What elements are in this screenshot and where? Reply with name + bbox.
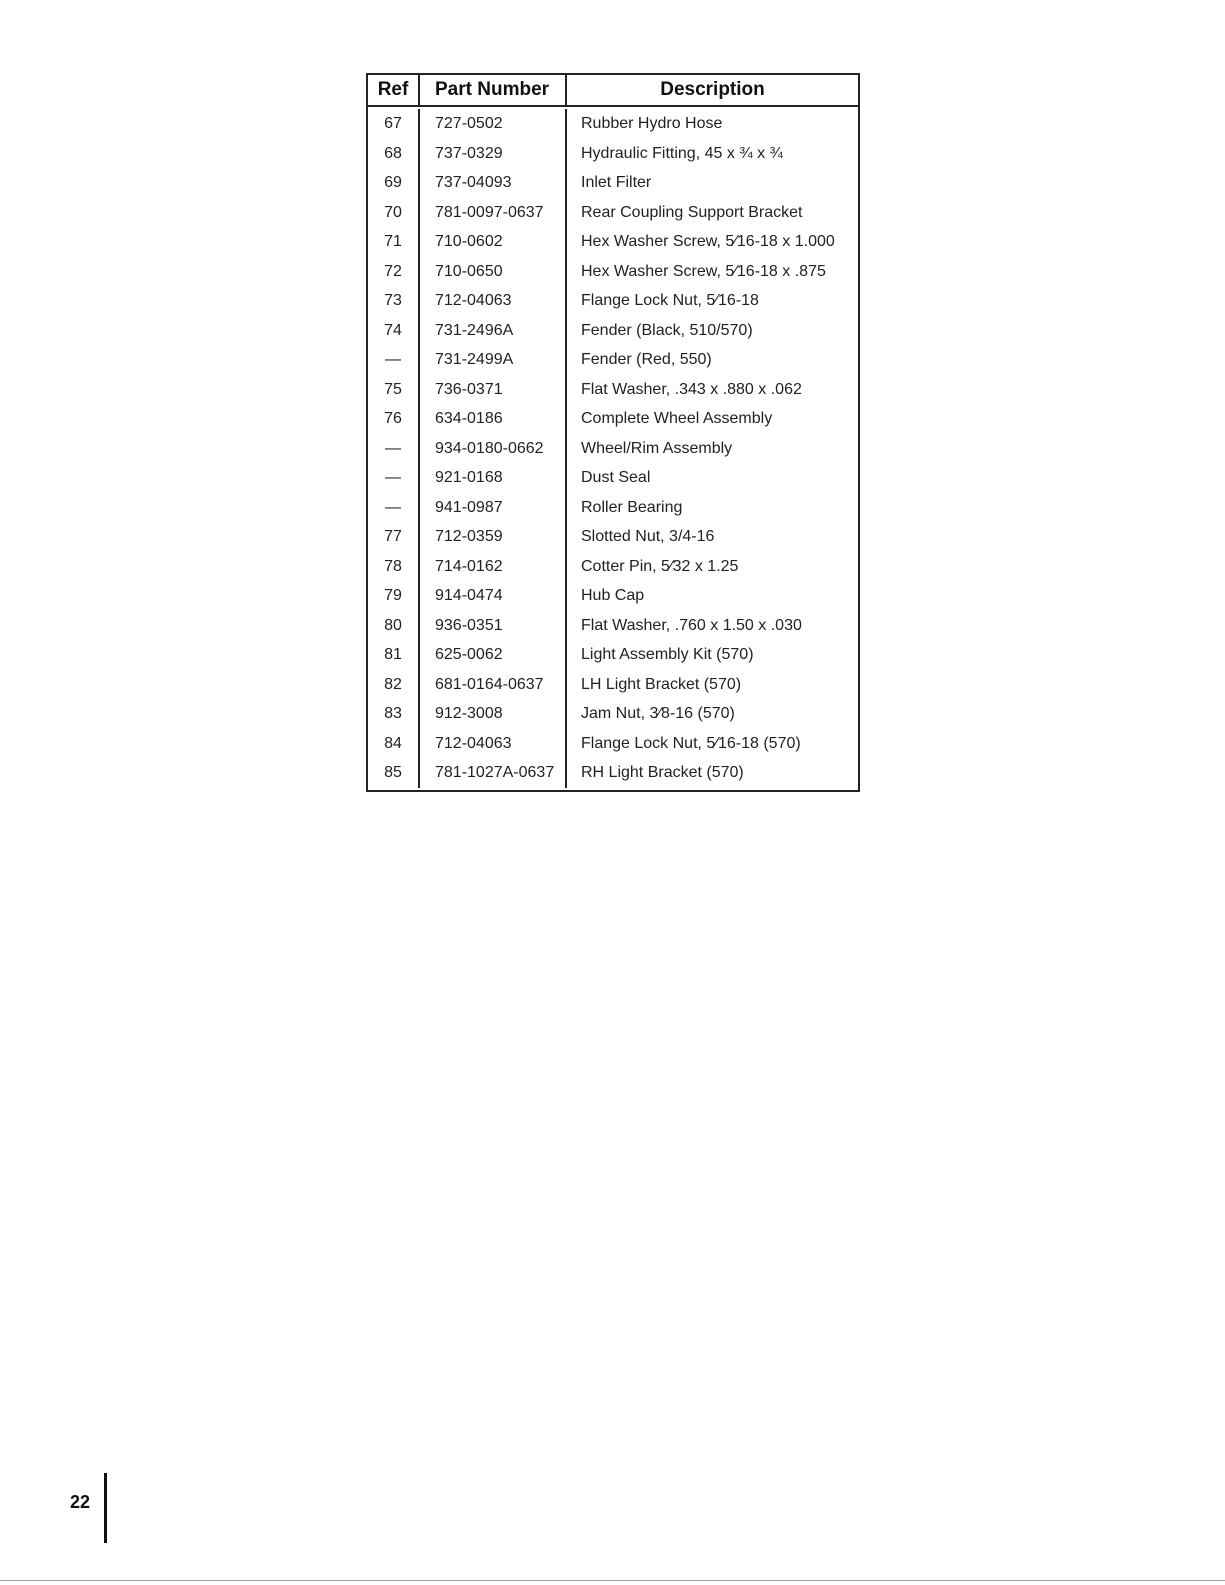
table-row — [368, 257, 858, 287]
table-row — [368, 168, 858, 198]
part-number-cell: 921-0168 — [420, 463, 567, 493]
page-bottom-rule — [0, 1580, 1225, 1581]
ref-cell: 72 — [368, 257, 420, 287]
part-number-cell: 710-0602 — [420, 227, 567, 257]
ref-cell: 75 — [368, 375, 420, 405]
part-number-cell: 634-0186 — [420, 404, 567, 434]
part-number-cell: 712-0359 — [420, 522, 567, 552]
description-cell: Hex Washer Screw, 5⁄16-18 x 1.000 — [581, 233, 835, 250]
part-number-cell: 712-04063 — [420, 286, 567, 316]
description-cell: Slotted Nut, 3/4-16 — [581, 528, 715, 545]
ref-cell: 74 — [368, 316, 420, 346]
table-row — [368, 198, 858, 228]
part-number-cell: 914-0474 — [420, 581, 567, 611]
part-number-cell: 737-04093 — [420, 168, 567, 198]
ref-cell: — — [368, 345, 420, 375]
part-number-cell: 710-0650 — [420, 257, 567, 287]
description-cell: Roller Bearing — [581, 498, 683, 516]
ref-cell: 79 — [368, 581, 420, 611]
part-number-cell: 731-2499A — [420, 345, 567, 375]
table-row — [368, 345, 858, 375]
table-body — [368, 107, 858, 790]
part-number-cell: 941-0987 — [420, 493, 567, 523]
table-row — [368, 640, 858, 670]
table-row — [368, 522, 858, 552]
description-cell: Flat Washer, .343 x .880 x .062 — [581, 380, 802, 398]
description-cell: Hex Washer Screw, 5⁄16-18 x .875 — [581, 262, 826, 280]
ref-cell: — — [368, 463, 420, 493]
ref-cell: 85 — [368, 758, 420, 788]
table-row — [368, 581, 858, 611]
table-row — [368, 434, 858, 464]
page-number: 22 — [70, 1492, 91, 1512]
ref-cell: 68 — [368, 139, 420, 169]
ref-cell: — — [368, 434, 420, 464]
table-row — [368, 109, 858, 139]
table-row — [368, 375, 858, 405]
description-cell: Flange Lock Nut, 5⁄16-18 (570) — [581, 734, 801, 752]
description-cell: Rubber Hydro Hose — [581, 115, 723, 132]
description-cell: Dust Seal — [581, 469, 651, 486]
ref-cell: 82 — [368, 670, 420, 700]
ref-cell: 70 — [368, 198, 420, 228]
part-number-cell: 936-0351 — [420, 611, 567, 641]
description-cell: Fender (Red, 550) — [581, 351, 712, 368]
table-row — [368, 227, 858, 257]
ref-cell: 80 — [368, 611, 420, 641]
ref-cell: 77 — [368, 522, 420, 552]
description-cell: Rear Coupling Support Bracket — [581, 203, 803, 221]
description-cell: Wheel/Rim Assembly — [581, 439, 733, 457]
description-cell: Complete Wheel Assembly — [581, 410, 773, 427]
description-cell: Flange Lock Nut, 5⁄16-18 — [581, 292, 759, 309]
table-row — [368, 139, 858, 169]
table-row — [368, 552, 858, 582]
table-row — [368, 670, 858, 700]
part-number-cell: 712-04063 — [420, 729, 567, 759]
ref-cell: 76 — [368, 404, 420, 434]
part-number-cell: 731-2496A — [420, 316, 567, 346]
part-number-cell: 727-0502 — [420, 109, 567, 139]
ref-cell: 84 — [368, 729, 420, 759]
part-number-cell: 781-1027A-0637 — [420, 758, 567, 788]
part-number-cell: 714-0162 — [420, 552, 567, 582]
part-number-cell: 934-0180-0662 — [420, 434, 567, 464]
header-ref: Ref — [368, 75, 420, 105]
table-row — [368, 463, 858, 493]
ref-cell: 73 — [368, 286, 420, 316]
part-number-cell: 737-0329 — [420, 139, 567, 169]
part-number-cell: 625-0062 — [420, 640, 567, 670]
table-row — [368, 758, 858, 788]
header-description: Description — [660, 79, 765, 100]
parts-table — [366, 73, 860, 792]
table-row — [368, 611, 858, 641]
part-number-cell: 781-0097-0637 — [420, 198, 567, 228]
description-cell: Flat Washer, .760 x 1.50 x .030 — [581, 616, 802, 634]
ref-cell: 69 — [368, 168, 420, 198]
ref-cell: 71 — [368, 227, 420, 257]
part-number-cell: 681-0164-0637 — [420, 670, 567, 700]
description-cell: RH Light Bracket (570) — [581, 764, 744, 781]
description-cell: LH Light Bracket (570) — [581, 675, 742, 693]
ref-cell: 81 — [368, 640, 420, 670]
table-row — [368, 316, 858, 346]
part-number-cell: 736-0371 — [420, 375, 567, 405]
table-row — [368, 493, 858, 523]
description-cell: Hydraulic Fitting, 45 x ¾ x ¾ — [581, 144, 783, 162]
description-cell: Jam Nut, 3⁄8-16 (570) — [581, 705, 735, 722]
table-row — [368, 404, 858, 434]
description-cell: Inlet Filter — [581, 174, 652, 191]
page-number-divider — [104, 1473, 107, 1543]
description-cell: Cotter Pin, 5⁄32 x 1.25 — [581, 557, 739, 575]
part-number-cell: 912-3008 — [420, 699, 567, 729]
ref-cell: 83 — [368, 699, 420, 729]
table-row — [368, 699, 858, 729]
description-cell: Light Assembly Kit (570) — [581, 646, 754, 663]
ref-cell: — — [368, 493, 420, 523]
table-row — [368, 286, 858, 316]
table-row — [368, 729, 858, 759]
header-part-number: Part Number — [420, 75, 567, 105]
ref-cell: 78 — [368, 552, 420, 582]
table-header — [368, 75, 858, 107]
description-cell: Hub Cap — [581, 587, 645, 604]
description-cell: Fender (Black, 510/570) — [581, 321, 753, 339]
ref-cell: 67 — [368, 109, 420, 139]
